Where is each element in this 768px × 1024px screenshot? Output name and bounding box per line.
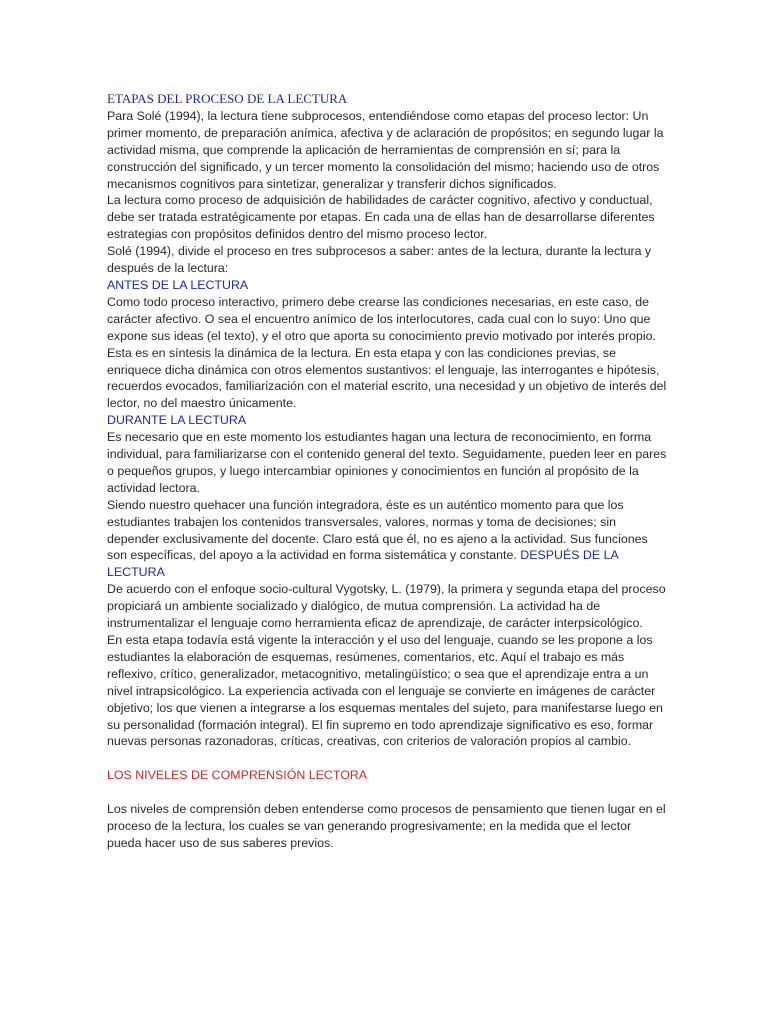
paragraph-intro-1: Para Solé (1994), la lectura tiene subprocesos, entendiéndose como etapas del proceso lector: Un primer momento, de preparación anímica, afectiva y de aclaración de propósitos; en segundo lugar la actividad misma, que comprende la aplicación de herramientas de comprensión en sí; para la construcción del significado, y un tercer momento la consolidación del mismo; haciendo uso de otros mecanismos cognitivos para sintetizar, generalizar y transferir dichos significados. bbox=[107, 108, 664, 191]
section-spacer bbox=[107, 784, 667, 801]
paragraph-antes-2: Esta es en síntesis la dinámica de la lectura. En esta etapa y con las condiciones previas, se enriquece dicha dinámica con otros elementos sustantivos: el lenguaje, las interrogantes e hipótesis, recuerdos evocados, familiarización con el material escrito, una necesidad y un objetivo de interés del lector, no del maestro únicamente. bbox=[107, 345, 667, 411]
section-spacer bbox=[107, 750, 667, 767]
paragraph-durante-2 bbox=[107, 497, 667, 582]
paragraph-intro-3: Solé (1994), divide el proceso en tres subprocesos a saber: antes de la lectura, durante la lectura y después de la lectura: bbox=[107, 244, 652, 276]
document-body bbox=[107, 91, 667, 852]
paragraph-niveles-1: Los niveles de comprensión deben entenderse como procesos de pensamiento que tienen lugar en el proceso de la lectura, los cuales se van generando progresivamente; en la medida que el lector pueda hacer uso de sus saberes previos. bbox=[107, 802, 666, 851]
paragraph-intro-2: La lectura como proceso de adquisición de habilidades de carácter cognitivo, afectivo y conductual, debe ser tratada estratégicamente por etapas. En cada una de ellas han de desarrollarse diferentes estrategias con propósitos definidos dentro del mismo proceso lector. bbox=[107, 193, 655, 242]
section-heading-niveles: LOS NIVELES DE COMPRENSIÓN LECTORA bbox=[107, 768, 368, 783]
paragraph-antes-1: Como todo proceso interactivo, primero debe crearse las condiciones necesarias, en este caso, de carácter afectivo. O sea el encuentro anímico de los interlocutores, cada cual con lo suyo: Uno que expone sus ideas (el texto), y el otro que aporta su conocimiento previo motivado por interés propio. bbox=[107, 294, 656, 343]
section-heading-durante: DURANTE LA LECTURA bbox=[107, 413, 247, 428]
section-heading-despues: DESPUÉS DE LA LECTURA bbox=[107, 548, 619, 580]
paragraph-despues-2: En esta etapa todavía está vigente la interacción y el uso del lenguaje, cuando se les propone a los estudiantes la elaboración de esquemas, resúmenes, comentarios, etc. Aquí el trabajo es más reflexivo, crítico, generalizador, metacognitivo, metalingüístico; o sea que el aprendizaje entra a un nivel intrapsicológico. La experiencia activada con el lenguaje se convierte en imágenes de carácter objetivo; los que vienen a integrarse a los esquemas mentales del sujeto, para manifestarse luego en su personalidad (formación integral). El fin supremo en todo aprendizaje significativo es eso, formar nuevas personas razonadoras, críticas, creativas, con criterios de valoración propios al cambio. bbox=[107, 633, 663, 749]
section-heading-antes: ANTES DE LA LECTURA bbox=[107, 277, 249, 292]
paragraph-durante-2-text: Siendo nuestro quehacer una función integradora, éste es un auténtico momento para que los estudiantes trabajen los contenidos transversales, valores, normas y toma de decisiones; sin depender exclusivamente del docente. Claro está que él, no es ajeno a la actividad. Sus funciones son específicas, del apoyo a la actividad en forma sistemática y constante. bbox=[107, 497, 648, 563]
paragraph-despues-1: De acuerdo con el enfoque socio-cultural Vygotsky, L. (1979), la primera y segunda etapa del proceso propiciará un ambiente socializado y dialógico, de mutua comprensión. La actividad ha de instrumentalizar el lenguaje como herramienta eficaz de aprendizaje, de carácter interpsicológico. bbox=[107, 582, 666, 631]
document-title: ETAPAS DEL PROCESO DE LA LECTURA bbox=[107, 91, 348, 106]
paragraph-durante-1: Es necesario que en este momento los estudiantes hagan una lectura de reconocimiento, en forma individual, para familiarizarse con el contenido general del texto. Seguidamente, pueden leer en pares o pequeños grupos, y luego intercambiar opiniones y conocimientos en función al propósito de la actividad lectora. bbox=[107, 430, 667, 495]
